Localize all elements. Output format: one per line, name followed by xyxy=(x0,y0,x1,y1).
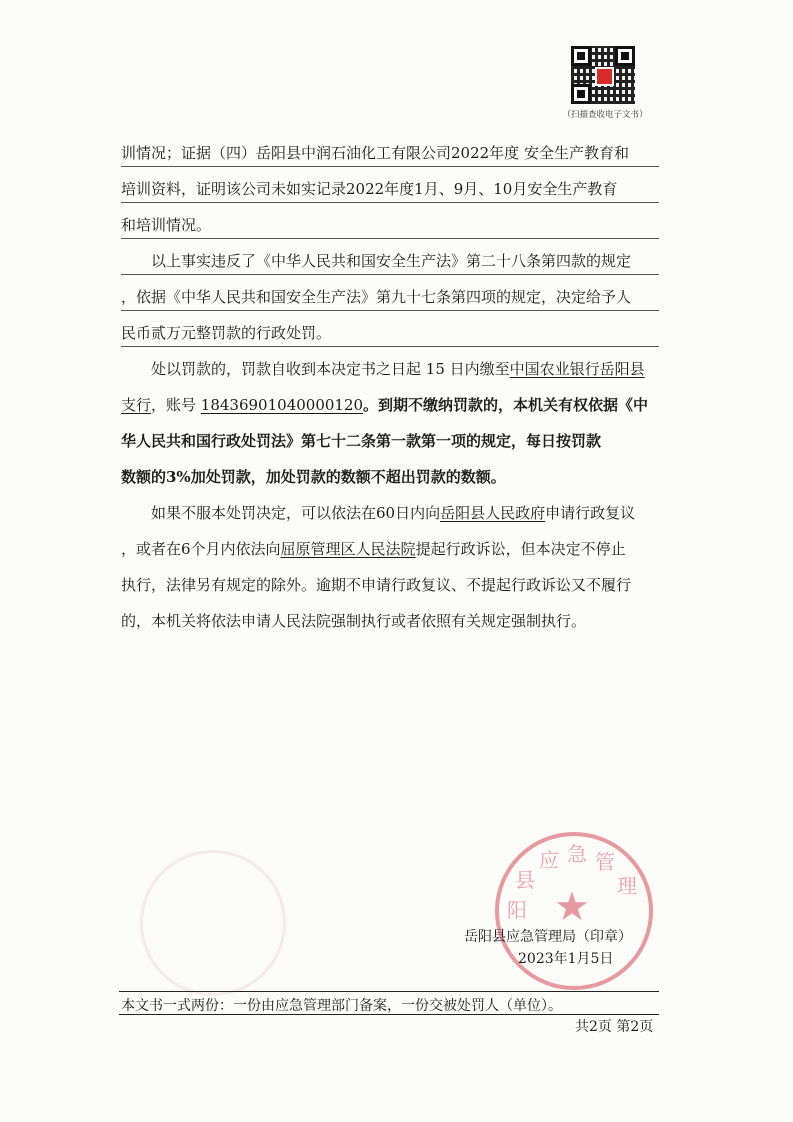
footer-rule xyxy=(119,1014,659,1015)
underline-rule xyxy=(121,346,659,347)
qr-finder xyxy=(571,84,591,104)
text-segment: 申请行政复议 xyxy=(545,504,636,522)
court-name: 屈原管理区人民法院 xyxy=(280,540,416,558)
seal-char: 管 xyxy=(595,850,615,874)
text-line: 以上事实违反了《中华人民共和国安全生产法》第二十八条第四款的规定 xyxy=(151,252,632,270)
text-line xyxy=(121,395,648,415)
text-segment: 。到期不缴纳罚款的，本机关有权依据《中 xyxy=(363,396,649,414)
bank-name: 中国农业银行岳阳县 xyxy=(509,360,645,378)
underline-rule xyxy=(121,202,659,203)
qr-logo xyxy=(595,67,614,86)
seal-char: 阳 xyxy=(507,898,527,922)
text-line: 训情况；证据（四）岳阳县中润石油化工有限公司2022年度 安全生产教育和 xyxy=(121,144,629,162)
text-line: 数额的3%加处罚款，加处罚款的数额不超出罚款的数额。 xyxy=(121,468,506,486)
page-number: 共2页 第2页 xyxy=(575,1019,654,1035)
text-line xyxy=(151,503,635,523)
seal-char: 急 xyxy=(567,842,587,866)
text-line xyxy=(121,539,626,559)
text-segment: 处以罚款的，罚款自收到本决定书之日起 15 日内缴至 xyxy=(151,360,510,378)
text-line: ，依据《中华人民共和国安全生产法》第九十七条第四项的规定，决定给予人 xyxy=(121,288,632,306)
text-line: 的，本机关将依法申请人民法院强制执行或者依照有关规定强制执行。 xyxy=(121,612,587,630)
qr-caption: （扫描查收电子文书） xyxy=(562,110,648,120)
text-segment: 提起行政诉讼，但本决定不停止 xyxy=(415,540,626,558)
account-number: 18436901040000120 xyxy=(200,396,364,414)
qr-code xyxy=(571,46,635,104)
text-line: 培训资料，证明该公司未如实记录2022年度1月、9月、10月安全生产教育 xyxy=(121,180,618,198)
text-segment: ，或者在6个月内依法向 xyxy=(121,540,281,558)
text-line: 执行，法律另有规定的除外。逾期不申请行政复议、不提起行政诉讼又不履行 xyxy=(121,576,632,594)
text-segment: ，账号 xyxy=(151,396,201,414)
underline-rule xyxy=(121,274,659,275)
faded-seal xyxy=(140,850,286,996)
text-line: 华人民共和国行政处罚法》第七十二条第一款第一项的规定，每日按罚款 xyxy=(121,432,602,450)
underline-rule xyxy=(121,310,659,311)
text-line xyxy=(151,359,645,379)
issuing-authority: 岳阳县应急管理局（印章） xyxy=(464,929,632,945)
underline-rule xyxy=(121,166,659,167)
seal-char: 应 xyxy=(539,848,559,872)
issue-date: 2023年1月5日 xyxy=(518,951,614,967)
bank-name: 支行 xyxy=(121,396,152,414)
qr-finder xyxy=(571,46,591,66)
underline-rule xyxy=(121,238,659,239)
text-line: 和培训情况。 xyxy=(121,216,212,234)
review-authority: 岳阳县人民政府 xyxy=(440,504,546,522)
star-icon: ★ xyxy=(554,884,590,930)
text-segment: 如果不服本处罚决定，可以依法在60日内向 xyxy=(151,504,441,522)
seal-char: 理 xyxy=(617,874,637,898)
footer-rule xyxy=(119,991,659,992)
footer-note: 本文书一式两份：一份由应急管理部门备案，一份交被处罚人（单位）。 xyxy=(121,998,562,1014)
qr-finder xyxy=(615,46,635,66)
seal-char: 县 xyxy=(515,868,535,892)
text-line: 民币贰万元整罚款的行政处罚。 xyxy=(121,324,332,342)
